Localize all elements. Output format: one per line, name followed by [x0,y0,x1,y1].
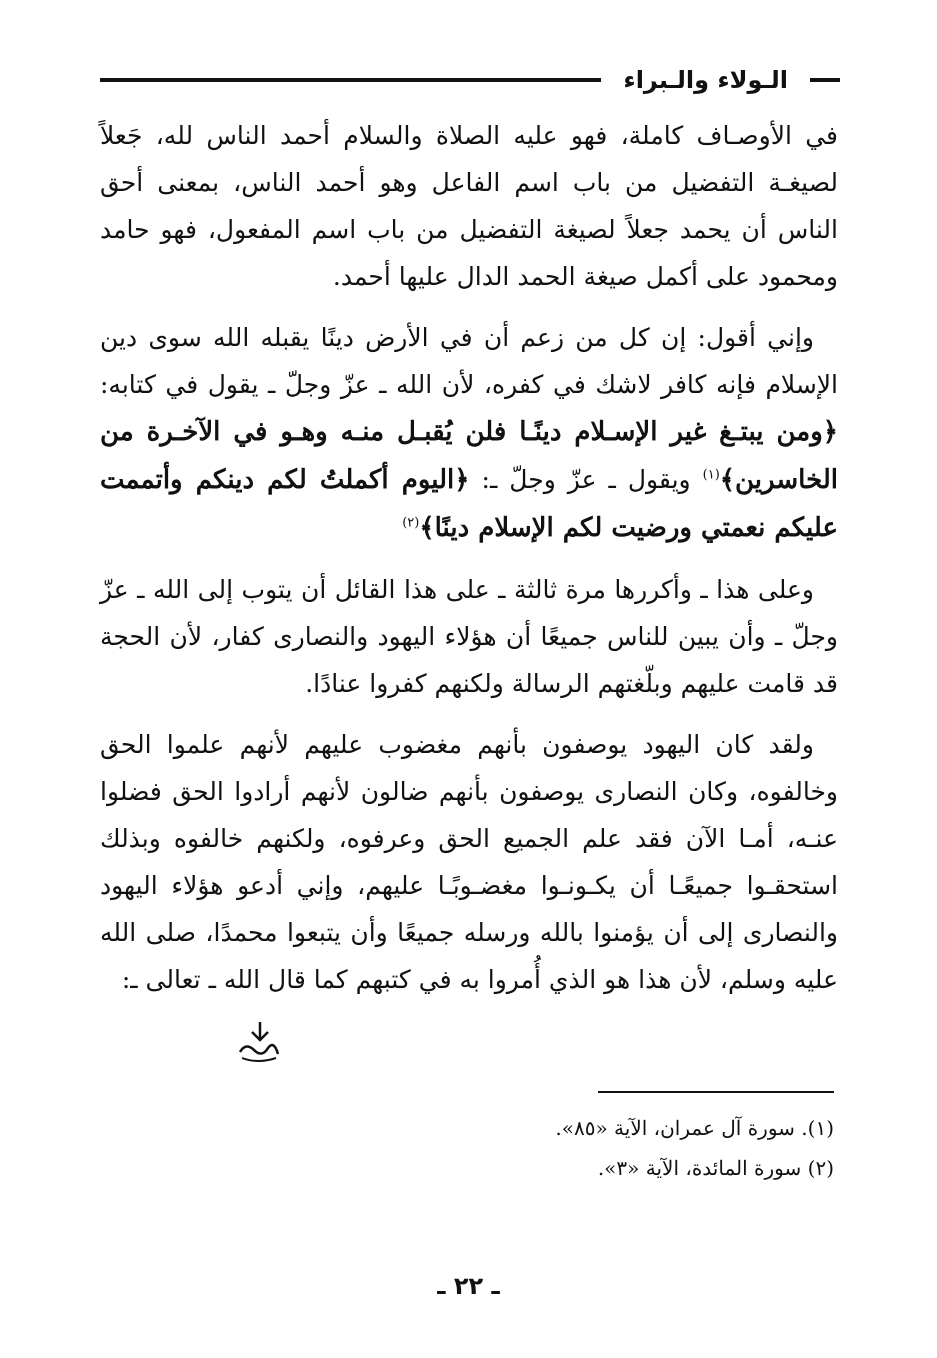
paragraph-2 [100,314,838,552]
paragraph-2-middle: ويقول ـ عزّ وجلّ ـ: [469,465,703,494]
header-title: الـولاء والـبراء [623,66,788,94]
header-rule-left [100,78,601,82]
footnotes [400,1108,834,1188]
paragraph-1: في الأوصـاف كاملة، فهو عليه الصلاة والسلام أحمد الناس لله، جَعلاً لصيغـة التفضيل من باب اسم الفاعل وهو أحمد الناس، بمعنى أحق الناس أن يحمد جعلاً لصيغة التفضيل من باب اسم المفعول، فهو حامد ومحمود على أكمل صيغة الحمد الدال عليها أحمد. [100,121,838,291]
footnote-ref-2[interactable]: (٢) [402,515,420,531]
header-rule-right [810,78,840,82]
quran-verse-2: ﴿اليوم أكملتُ لكم دينكم وأتممت عليكم نعمتي ورضيت لكم الإسلام دينًا﴾ [100,465,838,543]
running-header [100,60,840,100]
quran-verse-1: ﴿ومن يبتـغ غير الإسـلام دينًـا فلن يُقبـل منـه وهـو في الآخـرة من الخاسرين﴾ [100,417,839,495]
paragraph-4: ولقد كان اليهود يوصفون بأنهم مغضوب عليهم لأنهم علموا الحق وخالفوه، وكان النصارى يوصفون بأنهم ضالون لأنهم أرادوا الحق فضلوا عنـه، أمـا الآن فقد علم الجميع الحق وعرفوه، ولكنهم خالفوه وبذلك استحقـوا جميعًـا أن يكـونـوا مغضـوبًـا عليهم، وإني أدعو هؤلاء اليهود والنصارى إلى أن يؤمنوا بالله ورسله جميعًا وأن يتبعوا محمدًا، صلى الله عليه وسلم، لأن هذا هو الذي أُمروا به في كتبهم كما قال الله ـ تعالى ـ: [100,730,838,994]
page-number: ـ ٢٢ ـ [437,1272,500,1300]
paragraph-2-intro: وإني أقول: إن كل من زعم أن في الأرض دينًا يقبله الله سوى دين الإسلام فإنه كافر لاشك في كفره، لأن الله ـ عزّ وجلّ ـ يقول في كتابه: [100,323,838,399]
main-text [100,112,838,1017]
footnote-2: (٢) سورة المائدة، الآية «٣». [597,1156,834,1180]
decorative-ornament-icon [232,1018,282,1066]
paragraph-3: وعلى هذا ـ وأكررها مرة ثالثة ـ على هذا القائل أن يتوب إلى الله ـ عزّ وجلّ ـ وأن يبين للناس جميعًا أن هؤلاء اليهود والنصارى كفار، لأن الحجة قد قامت عليهم وبلّغتهم الرسالة ولكنهم كفروا عنادًا. [100,575,838,698]
footnote-separator [598,1091,834,1093]
footnote-ref-1[interactable]: (١) [702,467,720,483]
footnote-1: (١). سورة آل عمران، الآية «٨٥». [555,1116,834,1140]
